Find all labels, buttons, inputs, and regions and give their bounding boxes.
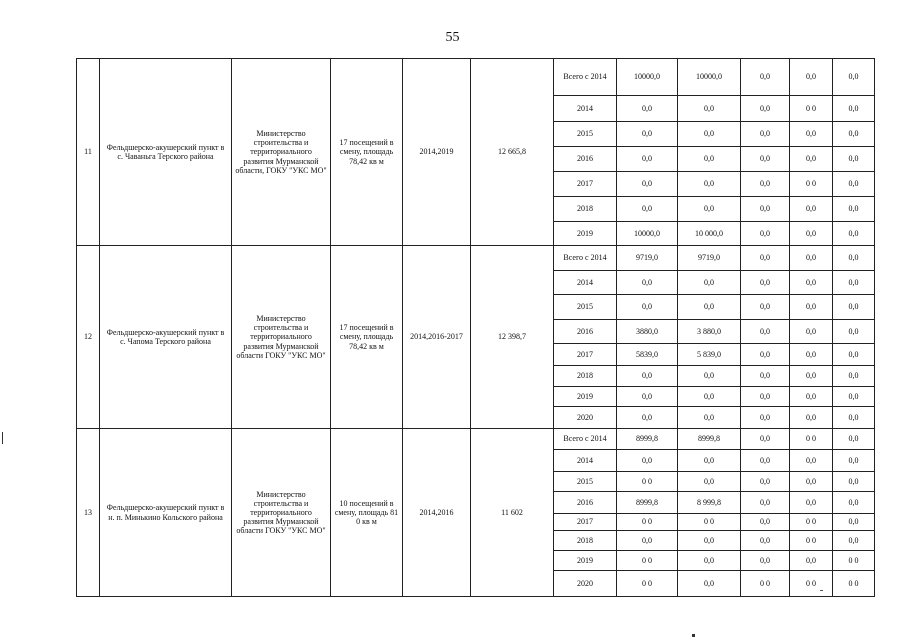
year-cell: 2015 <box>554 295 617 320</box>
value-cell: 0,0 <box>790 450 833 472</box>
value-cell: 0,0 <box>678 387 741 407</box>
value-cell: 0 0 <box>617 472 678 492</box>
value-cell: 0,0 <box>790 344 833 366</box>
value-cell: 9719,0 <box>617 246 678 271</box>
object-capacity: 10 посещений в смену, площадь 81 0 кв м <box>331 429 403 597</box>
value-cell: 0,0 <box>678 122 741 147</box>
value-cell: 0,0 <box>790 472 833 492</box>
value-cell: 0,0 <box>617 295 678 320</box>
object-customer: Министерство строительства и территориального развития Мурманской области ГОКУ "УКС МО" <box>232 246 331 429</box>
value-cell: 0,0 <box>678 407 741 429</box>
object-customer: Министерство строительства и территориального развития Мурманской области ГОКУ "УКС МО" <box>232 429 331 597</box>
object-estimate: 11 602 <box>471 429 554 597</box>
value-cell: 0,0 <box>833 514 875 531</box>
value-cell: 0,0 <box>617 271 678 295</box>
value-cell: 0,0 <box>833 122 875 147</box>
value-cell: 0,0 <box>617 172 678 197</box>
value-cell: 0,0 <box>741 122 790 147</box>
value-cell: 0,0 <box>741 450 790 472</box>
value-cell: 0,0 <box>833 320 875 344</box>
value-cell: 0,0 <box>678 531 741 551</box>
value-cell: 0,0 <box>790 271 833 295</box>
value-cell: 3880,0 <box>617 320 678 344</box>
value-cell: 0 0 <box>790 172 833 197</box>
value-cell: 0,0 <box>741 96 790 122</box>
value-cell: 0,0 <box>741 222 790 246</box>
value-cell: 0 0 <box>617 514 678 531</box>
value-cell: 0,0 <box>833 271 875 295</box>
value-cell: 0,0 <box>617 531 678 551</box>
year-cell: Всего с 2014 <box>554 246 617 271</box>
value-cell: 0,0 <box>833 387 875 407</box>
value-cell: 0,0 <box>741 429 790 450</box>
scan-mark <box>2 432 3 444</box>
value-cell: 0,0 <box>833 472 875 492</box>
value-cell: 8999,8 <box>678 429 741 450</box>
value-cell: 0,0 <box>741 271 790 295</box>
value-cell: 0,0 <box>833 59 875 96</box>
table-row <box>77 429 875 450</box>
value-cell: 0 0 <box>741 571 790 597</box>
value-cell: 0,0 <box>833 344 875 366</box>
year-cell: 2018 <box>554 531 617 551</box>
value-cell: 0,0 <box>790 407 833 429</box>
value-cell: 0,0 <box>790 222 833 246</box>
value-cell: 0,0 <box>833 531 875 551</box>
value-cell: 0 0 <box>833 571 875 597</box>
value-cell: 10000,0 <box>617 59 678 96</box>
value-cell: 0,0 <box>833 197 875 222</box>
year-cell: 2017 <box>554 514 617 531</box>
year-cell: Всего с 2014 <box>554 429 617 450</box>
year-cell: 2014 <box>554 271 617 295</box>
value-cell: 0,0 <box>790 122 833 147</box>
value-cell: 0,0 <box>790 246 833 271</box>
value-cell: 0 0 <box>617 551 678 571</box>
value-cell: 0,0 <box>741 407 790 429</box>
object-period: 2014,2019 <box>403 59 471 246</box>
year-cell: 2015 <box>554 122 617 147</box>
value-cell: 0 0 <box>833 551 875 571</box>
value-cell: 0,0 <box>741 147 790 172</box>
year-cell: 2014 <box>554 96 617 122</box>
program-table <box>76 58 875 597</box>
value-cell: 0,0 <box>790 197 833 222</box>
year-cell: 2019 <box>554 387 617 407</box>
value-cell: 0 0 <box>790 429 833 450</box>
value-cell: 0,0 <box>617 366 678 387</box>
table-row <box>77 59 875 96</box>
object-num: 12 <box>77 246 100 429</box>
value-cell: 0,0 <box>678 571 741 597</box>
value-cell: 0,0 <box>678 366 741 387</box>
value-cell: 0,0 <box>790 295 833 320</box>
value-cell: 0 0 <box>790 96 833 122</box>
value-cell: 0,0 <box>833 492 875 514</box>
value-cell: 0 0 <box>678 514 741 531</box>
year-cell: 2018 <box>554 197 617 222</box>
object-customer: Министерство строительства и территориального развития Мурманской области, ГОКУ "УКС МО" <box>232 59 331 246</box>
value-cell: 0,0 <box>833 366 875 387</box>
value-cell: 0,0 <box>617 407 678 429</box>
value-cell: 0,0 <box>790 320 833 344</box>
object-num: 13 <box>77 429 100 597</box>
value-cell: 0,0 <box>790 551 833 571</box>
value-cell: 0 0 <box>790 514 833 531</box>
value-cell: 0,0 <box>617 197 678 222</box>
value-cell: 8 999,8 <box>678 492 741 514</box>
value-cell: 0,0 <box>833 96 875 122</box>
year-cell: Всего с 2014 <box>554 59 617 96</box>
value-cell: 0,0 <box>678 551 741 571</box>
value-cell: 0 0 <box>617 571 678 597</box>
value-cell: 0,0 <box>833 246 875 271</box>
value-cell: 0,0 <box>741 59 790 96</box>
table-row <box>77 246 875 271</box>
object-capacity: 17 посещений в смену, площадь 78,42 кв м <box>331 59 403 246</box>
value-cell: 0,0 <box>678 472 741 492</box>
value-cell: 0,0 <box>790 387 833 407</box>
year-cell: 2014 <box>554 450 617 472</box>
object-name: Фельдшерско-акушерский пункт в н. п. Минькино Кольского района <box>100 429 232 597</box>
object-name: Фельдшерско-акушерский пункт в с. Чаваньга Терского района <box>100 59 232 246</box>
value-cell: 0 0 <box>790 571 833 597</box>
value-cell: 10000,0 <box>617 222 678 246</box>
value-cell: 10 000,0 <box>678 222 741 246</box>
value-cell: 0,0 <box>741 366 790 387</box>
value-cell: 0 0 <box>790 531 833 551</box>
value-cell: 0,0 <box>617 450 678 472</box>
value-cell: 0,0 <box>790 492 833 514</box>
value-cell: 5 839,0 <box>678 344 741 366</box>
value-cell: 0,0 <box>678 271 741 295</box>
value-cell: 0,0 <box>741 531 790 551</box>
value-cell: 10000,0 <box>678 59 741 96</box>
value-cell: 0,0 <box>741 344 790 366</box>
year-cell: 2020 <box>554 571 617 597</box>
object-capacity: 17 посещений в смену, площадь 78,42 кв м <box>331 246 403 429</box>
value-cell: 0,0 <box>741 551 790 571</box>
value-cell: 0,0 <box>833 407 875 429</box>
value-cell: 0,0 <box>678 147 741 172</box>
value-cell: 8999,8 <box>617 492 678 514</box>
object-period: 2014,2016-2017 <box>403 246 471 429</box>
value-cell: 0,0 <box>833 429 875 450</box>
value-cell: 0,0 <box>678 197 741 222</box>
object-estimate: 12 665,8 <box>471 59 554 246</box>
object-period: 2014,2016 <box>403 429 471 597</box>
year-cell: 2017 <box>554 344 617 366</box>
value-cell: 0,0 <box>741 492 790 514</box>
object-estimate: 12 398,7 <box>471 246 554 429</box>
value-cell: 0,0 <box>741 320 790 344</box>
value-cell: 8999,8 <box>617 429 678 450</box>
value-cell: 0,0 <box>833 222 875 246</box>
value-cell: 0,0 <box>678 172 741 197</box>
year-cell: 2016 <box>554 492 617 514</box>
value-cell: 0,0 <box>833 450 875 472</box>
value-cell: 0,0 <box>790 147 833 172</box>
table-body <box>77 59 875 597</box>
year-cell: 2016 <box>554 147 617 172</box>
value-cell: 0,0 <box>617 96 678 122</box>
value-cell: 3 880,0 <box>678 320 741 344</box>
value-cell: 0,0 <box>678 96 741 122</box>
value-cell: 0,0 <box>678 450 741 472</box>
object-num: 11 <box>77 59 100 246</box>
value-cell: 0,0 <box>741 472 790 492</box>
value-cell: 0,0 <box>833 295 875 320</box>
value-cell: 0,0 <box>678 295 741 320</box>
year-cell: 2016 <box>554 320 617 344</box>
value-cell: 0,0 <box>741 387 790 407</box>
value-cell: 0,0 <box>833 147 875 172</box>
scan-mark <box>692 634 695 637</box>
value-cell: 0,0 <box>617 387 678 407</box>
value-cell: 0,0 <box>741 172 790 197</box>
object-name: Фельдшерско-акушерский пункт в с. Чапома Терского района <box>100 246 232 429</box>
page-number: 55 <box>445 30 460 45</box>
value-cell: 0,0 <box>741 295 790 320</box>
year-cell: 2015 <box>554 472 617 492</box>
value-cell: 9719,0 <box>678 246 741 271</box>
value-cell: 0,0 <box>833 172 875 197</box>
value-cell: 0,0 <box>790 366 833 387</box>
value-cell: 0,0 <box>790 59 833 96</box>
value-cell: 0,0 <box>617 122 678 147</box>
value-cell: 0,0 <box>617 147 678 172</box>
value-cell: 0,0 <box>741 514 790 531</box>
year-cell: 2017 <box>554 172 617 197</box>
year-cell: 2020 <box>554 407 617 429</box>
year-cell: 2018 <box>554 366 617 387</box>
value-cell: 0,0 <box>741 197 790 222</box>
year-cell: 2019 <box>554 222 617 246</box>
value-cell: 5839,0 <box>617 344 678 366</box>
scan-mark <box>820 590 823 591</box>
value-cell: 0,0 <box>741 246 790 271</box>
year-cell: 2019 <box>554 551 617 571</box>
